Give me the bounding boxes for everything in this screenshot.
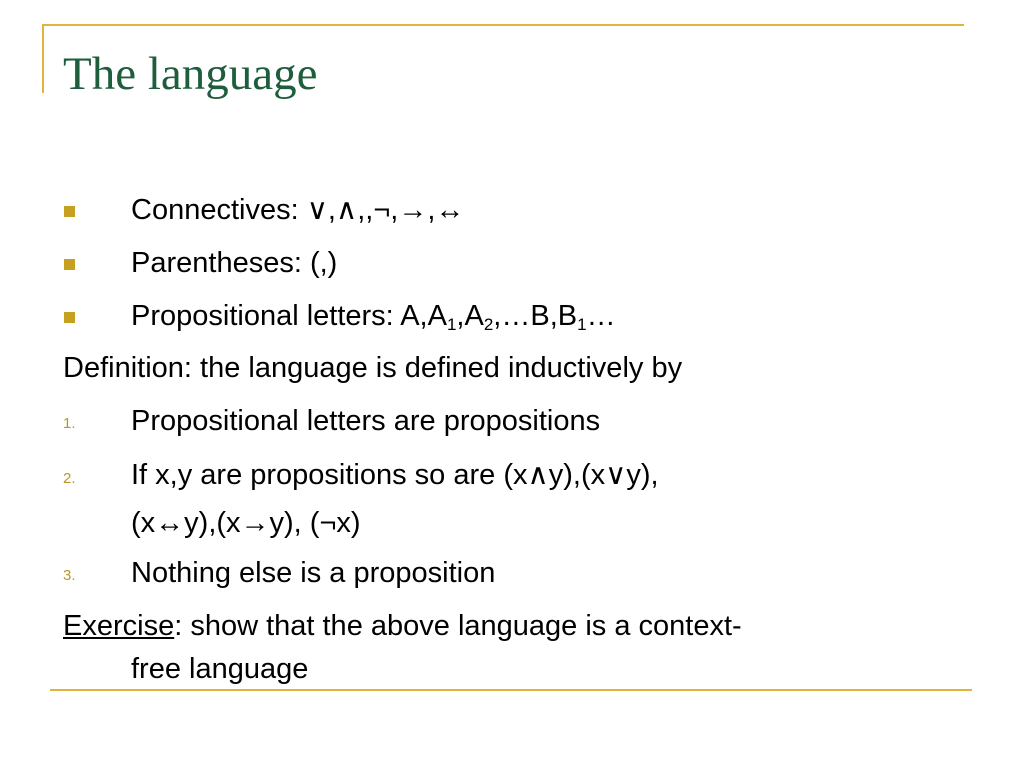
bullet-marker [64,206,75,217]
numbered-item-2-line-1: If x,y are propositions so are (x∧y),(x∨y), [131,459,659,491]
definition-text: Definition: the language is defined inductively by [63,352,683,384]
bullet-connectives: Connectives: ∨,∧,,¬,→,↔ [131,194,465,226]
letters-mid: ,…B,B [493,300,578,332]
top-rule [42,24,964,26]
left-rule [42,24,44,93]
numbered-item-3: Nothing else is a proposition [131,557,496,589]
bullet-propositional-letters [131,298,616,334]
exercise-line-2: free language [131,653,309,685]
list-number: 3. [63,567,76,584]
bullet-parentheses: Parentheses: (,) [131,247,338,279]
bottom-rule [50,689,972,691]
numbered-item-2-line-2: (x↔y),(x→y), (¬x) [131,507,361,539]
letters-mid: ,A [456,300,484,332]
subscript: 1 [446,315,457,334]
list-number: 2. [63,470,76,487]
numbered-item-1: Propositional letters are propositions [131,405,601,437]
bullet-marker [64,259,75,270]
bullet-marker [64,312,75,323]
exercise-text: : show that the above language is a context- [174,610,742,642]
exercise-label: Exercise [63,610,175,642]
subscript: 2 [483,315,494,334]
letters-suffix: … [586,300,616,332]
exercise-line-1 [63,608,742,644]
subscript: 1 [577,315,587,334]
letters-prefix: Propositional letters: A,A [131,300,447,332]
list-number: 1. [63,415,76,432]
slide-title: The language [63,48,318,100]
